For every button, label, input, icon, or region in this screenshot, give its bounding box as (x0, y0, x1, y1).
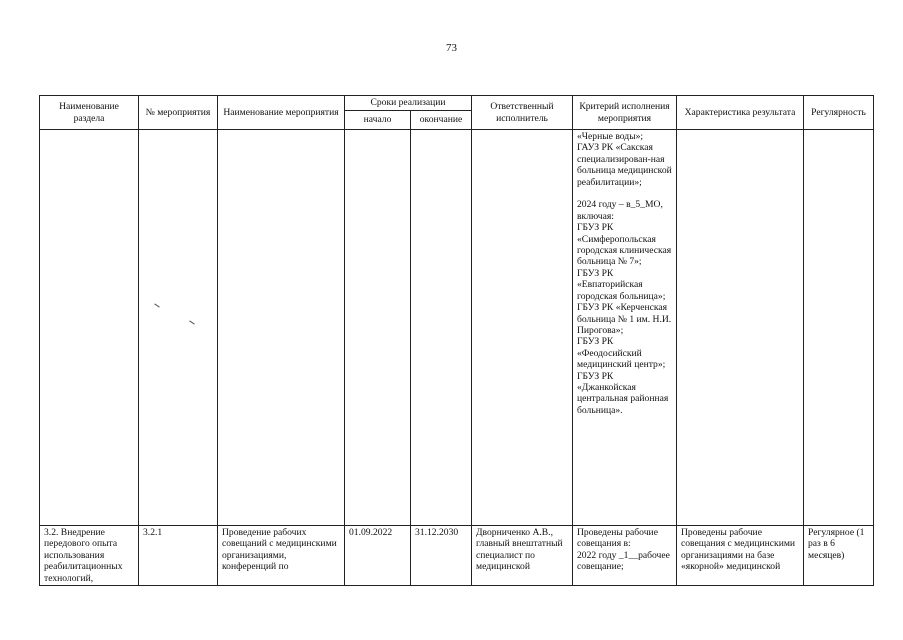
page-number: 73 (446, 42, 457, 54)
header-activity: Наименование мероприятия (218, 96, 345, 130)
cell-responsible: Дворниченко А.В., главный внештатный специалист по медицинской (472, 526, 573, 586)
cell-empty (804, 130, 874, 526)
table-row (40, 526, 874, 586)
cell-empty (139, 130, 218, 526)
cell-empty (218, 130, 345, 526)
header-end: окончание (411, 111, 472, 130)
header-result: Характеристика результата (677, 96, 804, 130)
header-regularity: Регулярность (804, 96, 874, 130)
cell-start: 01.09.2022 (345, 526, 411, 586)
cell-activity: Проведение рабочих совещаний с медицинскими организациями, конференций по (218, 526, 345, 586)
header-section: Наименование раздела (40, 96, 139, 130)
header-terms: Сроки реализации (345, 96, 472, 111)
cell-regularity: Регулярное (1 раз в 6 месяцев) (804, 526, 874, 586)
header-start: начало (345, 111, 411, 130)
cell-criterion: Проведены рабочие совещания в: 2022 году _1__рабочее совещание; (573, 526, 677, 586)
activities-table (39, 95, 874, 586)
cell-empty (677, 130, 804, 526)
cell-empty (472, 130, 573, 526)
cell-number: 3.2.1 (139, 526, 218, 586)
table-row (40, 130, 874, 526)
cell-criterion: «Черные воды»; ГАУЗ РК «Сакская специализирован-ная больница медицинской реабилитации»; 2024 году – в_5_МО, включая: ГБУЗ РК «Симферопольская городская клиническая больница № 7»; ГБУЗ РК «Евпаторийская городская больница»; ГБУЗ РК «Керченская больница № 1 им. Н.И. Пирогова»; ГБУЗ РК «Феодосийский медицинский центр»; ГБУЗ РК «Джанкойская центральная районная больница». (573, 130, 677, 526)
table-header-row (40, 96, 874, 111)
header-number: № мероприятия (139, 96, 218, 130)
cell-empty (345, 130, 411, 526)
cell-empty (40, 130, 139, 526)
cell-end: 31.12.2030 (411, 526, 472, 586)
header-responsible: Ответственный исполнитель (472, 96, 573, 130)
cell-empty (411, 130, 472, 526)
header-criterion: Критерий исполнения мероприятия (573, 96, 677, 130)
cell-section: 3.2. Внедрение передового опыта использования реабилитационных технологий, (40, 526, 139, 586)
cell-result: Проведены рабочие совещания с медицинскими организациями на базе «якорной» медицинской (677, 526, 804, 586)
